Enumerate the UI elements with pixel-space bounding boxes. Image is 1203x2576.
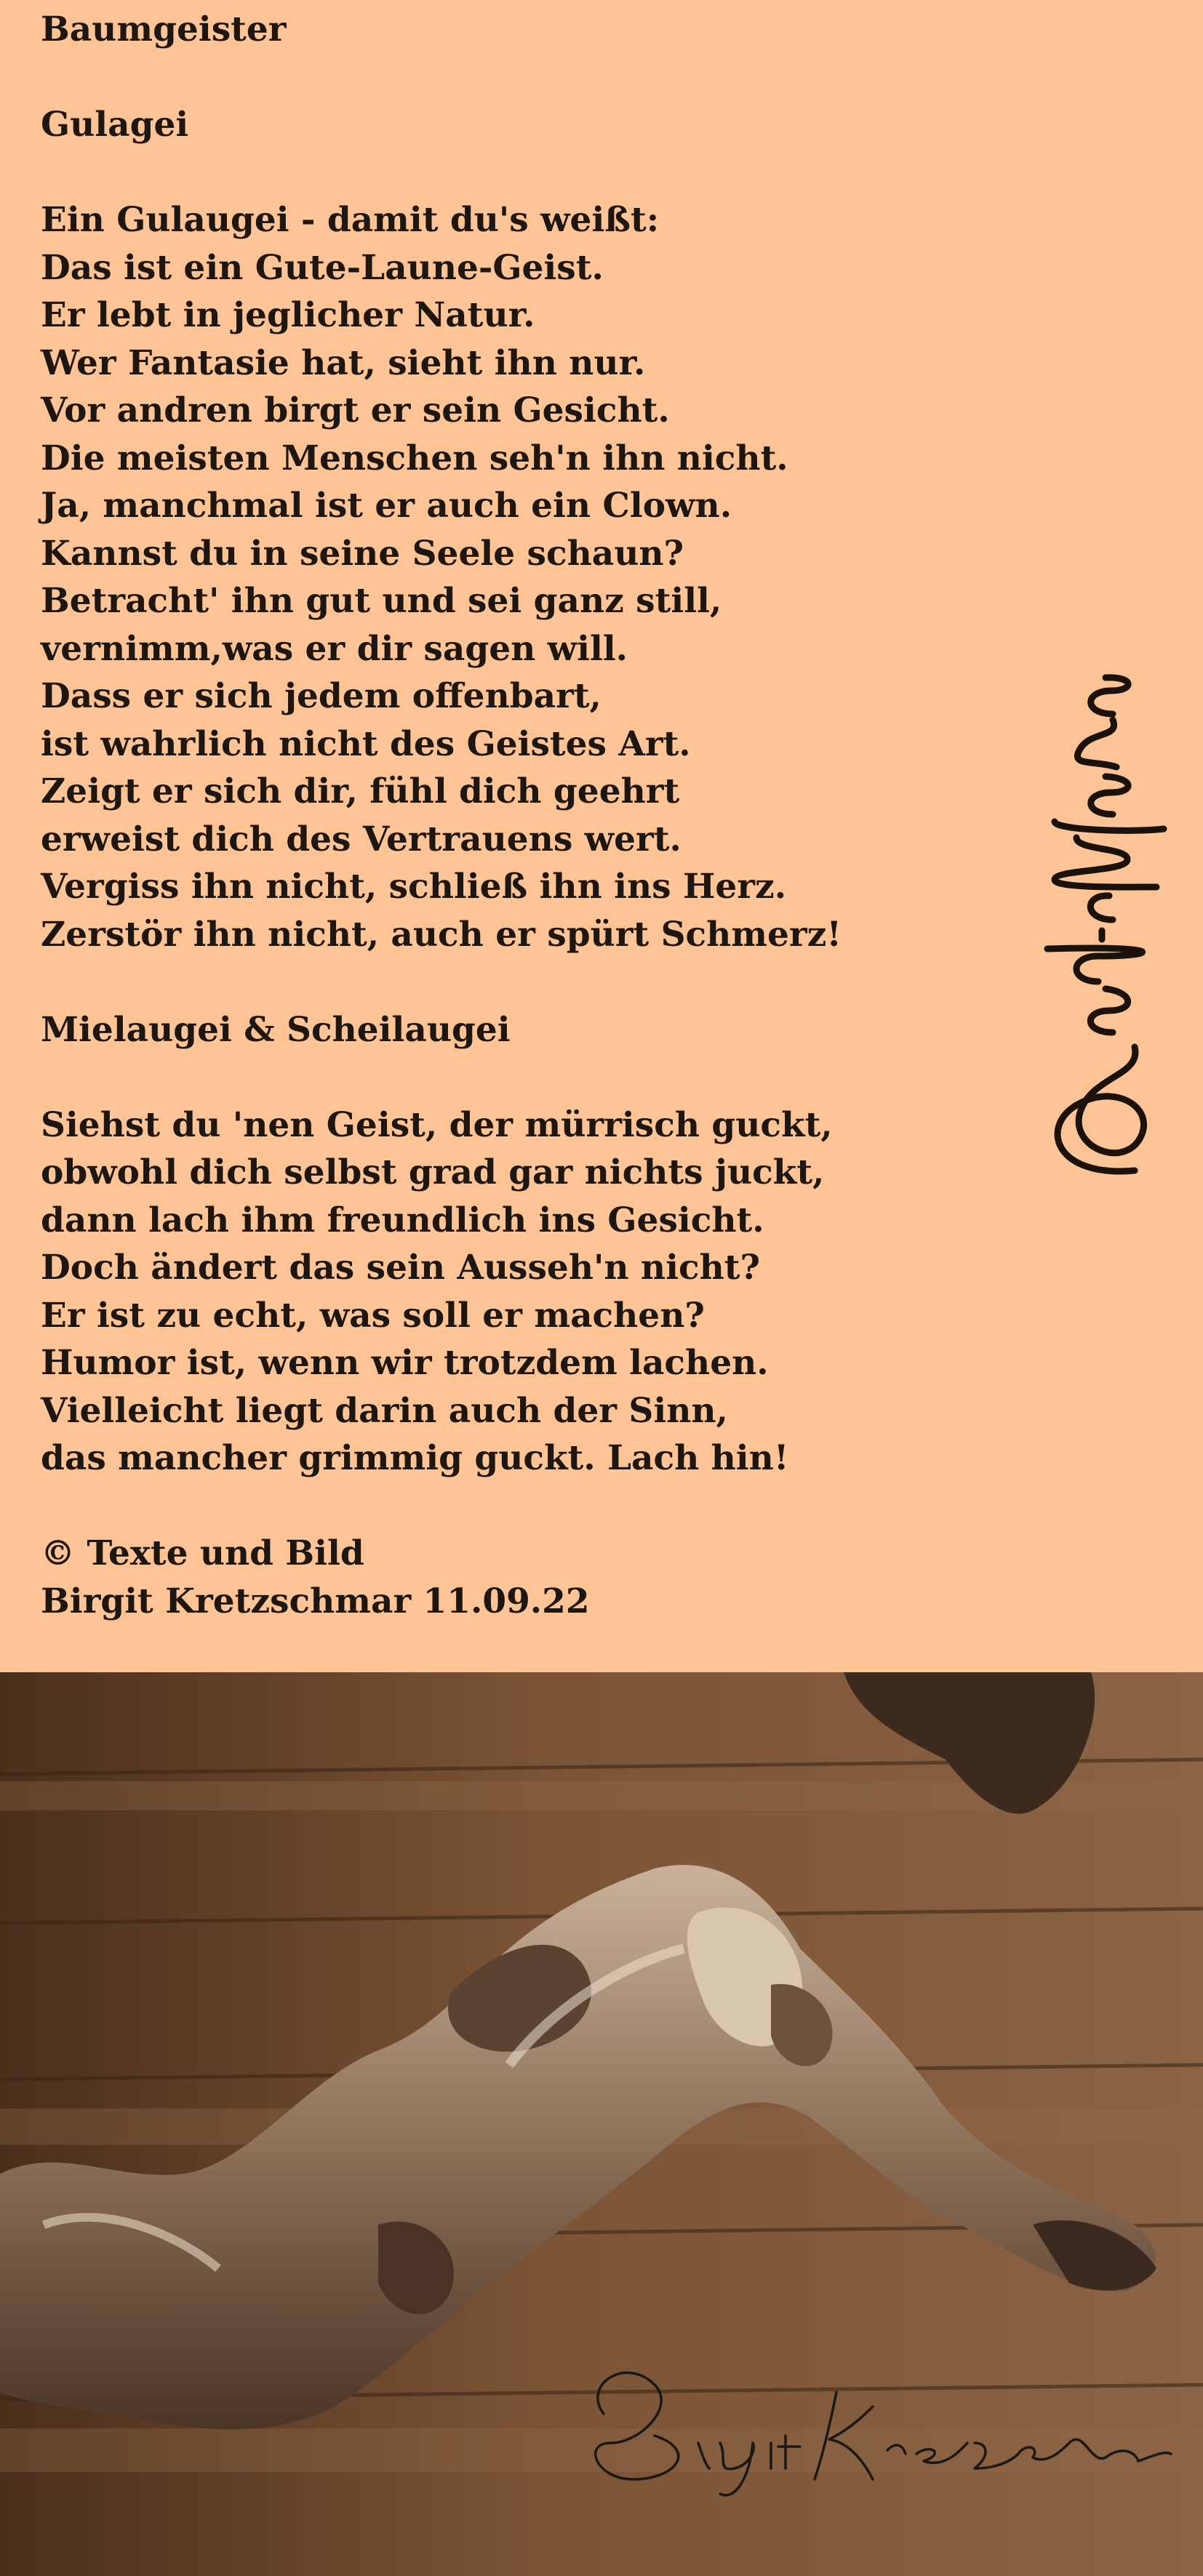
poem-line: obwohl dich selbst grad gar nichts juckt, — [41, 1152, 825, 1192]
poem-line: Er lebt in jeglicher Natur. — [41, 295, 535, 335]
poem-line: Betracht' ihn gut und sei ganz still, — [41, 581, 722, 621]
poem-line: Doch ändert das sein Ausseh'n nicht? — [41, 1248, 760, 1288]
poem-line: das mancher grimmig guckt. Lach hin! — [41, 1438, 789, 1478]
poem-body — [41, 6, 986, 1625]
author-date-line: Birgit Kretzschmar 11.09.22 — [41, 1581, 590, 1621]
poem-line: ist wahrlich nicht des Geistes Art. — [41, 723, 691, 764]
poem-line: Wer Fantasie hat, sieht ihn nur. — [41, 342, 646, 383]
section-heading: Gulagei — [41, 105, 189, 145]
poem-line: Zeigt er sich dir, fühl dich geehrt — [41, 771, 680, 811]
poem-line: Vergiss ihn nicht, schließ ihn ins Herz. — [41, 867, 787, 907]
poem-line: Kannst du in seine Seele schaun? — [41, 533, 684, 574]
poem-line: Siehst du 'nen Geist, der mürrisch guckt, — [41, 1104, 833, 1145]
poem-line: vernimm,was er dir sagen will. — [41, 628, 628, 669]
poem-line: Ja, manchmal ist er auch ein Clown. — [41, 486, 732, 526]
poem-line: erweist dich des Vertrauens wert. — [41, 819, 682, 859]
poem-line: Vielleicht liegt darin auch der Sinn, — [41, 1390, 728, 1431]
driftwood-photo — [0, 1672, 1203, 2576]
poem-line: Vor andren birgt er sein Gesicht. — [41, 390, 670, 430]
copyright-line: © Texte und Bild — [41, 1533, 364, 1573]
poem-line: Ein Gulaugei - damit du's weißt: — [41, 200, 660, 240]
poem-line: Humor ist, wenn wir trotzdem lachen. — [41, 1343, 769, 1383]
poem-line: Er ist zu echt, was soll er machen? — [41, 1295, 705, 1336]
poem-title: Baumgeister — [41, 9, 287, 49]
poem-line: Das ist ein Gute-Laune-Geist. — [41, 247, 604, 288]
poem-line: Dass er sich jedem offenbart, — [41, 676, 602, 716]
gedichtezauber-signature — [1026, 669, 1178, 1178]
poem-line: Zerstör ihn nicht, auch er spürt Schmerz! — [41, 914, 842, 955]
section-heading: Mielaugei & Scheilaugei — [41, 1009, 511, 1050]
poem-line: dann lach ihm freundlich ins Gesicht. — [41, 1200, 764, 1240]
poem-line: Die meisten Menschen seh'n ihn nicht. — [41, 438, 788, 478]
